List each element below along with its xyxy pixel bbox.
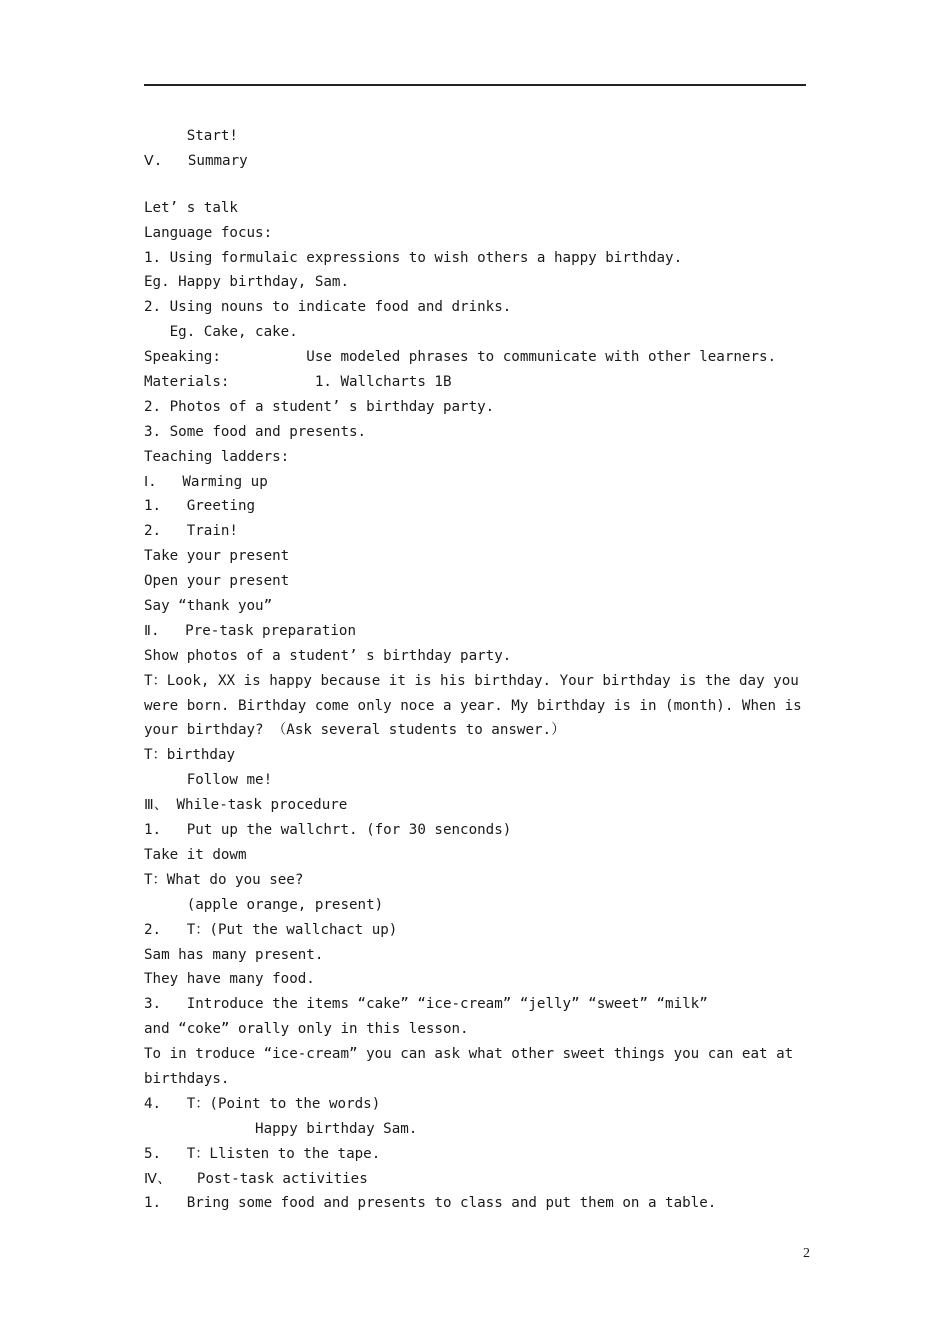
text-line: Say “thank you” bbox=[144, 598, 273, 615]
text-line: and “coke” orally only in this lesson. bbox=[144, 1021, 469, 1038]
text-line: To in troduce “ice-cream” you can ask what other sweet things you can eat at bbox=[144, 1046, 794, 1063]
text-line: Happy birthday Sam. bbox=[144, 1120, 418, 1137]
section-heading-warming-up: Ⅰ. Warming up bbox=[144, 473, 268, 490]
text-line: (apple orange, present) bbox=[144, 896, 384, 913]
text-line: Teaching ladders: bbox=[144, 448, 290, 465]
text-line: 2. Using nouns to indicate food and drinks. bbox=[144, 299, 512, 316]
text-line: 3. Introduce the items “cake” “ice-cream” “jelly” “sweet” “milk” bbox=[144, 996, 708, 1013]
text-line: Language focus: bbox=[144, 224, 273, 241]
text-line: Show photos of a student’ s birthday party. bbox=[144, 647, 512, 664]
text-line: They have many food. bbox=[144, 971, 315, 988]
text-line: your birthday? （Ask several students to answer.） bbox=[144, 722, 566, 739]
section-heading-pre-task: Ⅱ. Pre-task preparation bbox=[144, 622, 356, 639]
lesson-title: Let’ s talk bbox=[144, 199, 238, 216]
text-line: Speaking: Use modeled phrases to communicate with other learners. bbox=[144, 349, 777, 366]
text-line: 4. T：(Point to the words) bbox=[144, 1095, 381, 1112]
text-line: 2. Train! bbox=[144, 523, 238, 540]
text-line: 1. Greeting bbox=[144, 498, 256, 515]
blank-gap bbox=[144, 174, 806, 196]
header-rule bbox=[144, 84, 806, 86]
text-line: T：Look, XX is happy because it is his birthday. Your birthday is the day you bbox=[144, 672, 799, 689]
text-line: Take your present bbox=[144, 548, 290, 565]
text-line: T：What do you see? bbox=[144, 871, 304, 888]
section-heading-while-task: Ⅲ、 While-task procedure bbox=[144, 797, 348, 814]
text-line: 1. Put up the wallchrt. (for 30 senconds) bbox=[144, 822, 512, 839]
text-line: 1. Bring some food and presents to class and put them on a table. bbox=[144, 1195, 717, 1212]
text-line: Eg. Cake, cake. bbox=[144, 324, 298, 341]
text-line: 5. T：Llisten to the tape. bbox=[144, 1145, 381, 1162]
text-line: Sam has many present. bbox=[144, 946, 324, 963]
document-body bbox=[144, 124, 806, 1216]
text-line: Take it dowm bbox=[144, 846, 247, 863]
text-line: 1. Using formulaic expressions to wish others a happy birthday. bbox=[144, 249, 683, 266]
section-heading-summary: Ⅴ. Summary bbox=[144, 152, 248, 169]
text-line: were born. Birthday come only noce a year. My birthday is in (month). When is bbox=[144, 697, 802, 714]
text-line: 3. Some food and presents. bbox=[144, 423, 367, 440]
text-line: Start! bbox=[144, 128, 238, 144]
section-heading-post-task: Ⅳ、 Post-task activities bbox=[144, 1170, 368, 1187]
text-line: Open your present bbox=[144, 573, 290, 590]
text-line: 2. T：(Put the wallchact up) bbox=[144, 921, 398, 938]
text-line: Eg. Happy birthday, Sam. bbox=[144, 274, 349, 291]
text-line: 2. Photos of a student’ s birthday party. bbox=[144, 398, 495, 415]
text-line: birthdays. bbox=[144, 1070, 230, 1087]
page-number: 2 bbox=[803, 1246, 810, 1261]
text-line: T：birthday bbox=[144, 747, 236, 764]
text-line: Follow me! bbox=[144, 772, 273, 789]
text-line: Materials: 1. Wallcharts 1B bbox=[144, 374, 452, 391]
